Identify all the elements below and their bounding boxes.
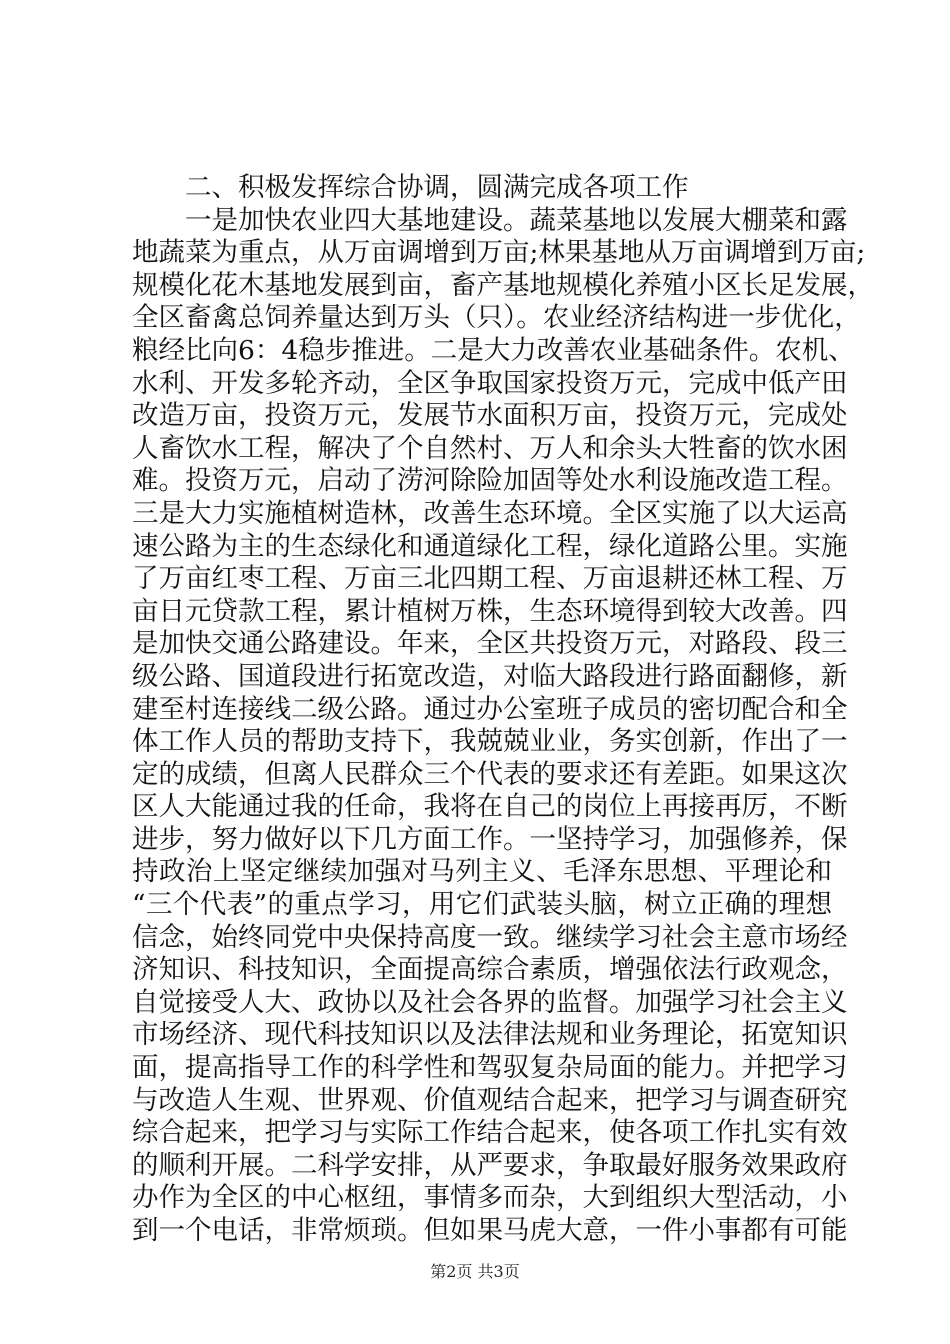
paragraph-line: 综合起来，把学习与实际工作结合起来，使各项工作扎实有效	[132, 1117, 848, 1149]
paragraph-line: 是加快交通公路建设。年来，全区共投资万元，对路段、段三	[132, 628, 848, 660]
paragraph-line: 定的成绩，但离人民群众三个代表的要求还有差距。如果这次	[132, 758, 848, 790]
paragraph-line: 到一个电话，非常烦琐。但如果马虎大意，一件小事都有可能	[132, 1215, 848, 1246]
paragraph-line: 人畜饮水工程，解决了个自然村、万人和余头大牲畜的饮水困	[132, 432, 848, 464]
paragraph-line: 建至村连接线二级公路。通过办公室班子成员的密切配合和全	[132, 693, 848, 725]
paragraph-line: 自觉接受人大、政协以及社会各界的监督。加强学习社会主义	[132, 986, 848, 1018]
paragraph-line: 水利、开发多轮齐动，全区争取国家投资万元，完成中低产田	[132, 367, 848, 399]
paragraph-line: 级公路、国道段进行拓宽改造，对临大路段进行路面翻修，新	[132, 660, 848, 692]
paragraph-line: 市场经济、现代科技知识以及法律法规和业务理论，拓宽知识	[132, 1019, 848, 1051]
paragraph-line: 全区畜禽总饲养量达到万头（只）。农业经济结构进一步优化，	[132, 302, 861, 334]
paragraph-line: “三个代表”的重点学习，用它们武装头脑，树立正确的理想	[132, 889, 832, 921]
paragraph-line: 一是加快农业四大基地建设。蔬菜基地以发展大棚菜和露	[185, 204, 848, 236]
paragraph-line: 亩日元贷款工程，累计植树万株，生态环境得到较大改善。四	[132, 595, 848, 627]
paragraph-line: 难。投资万元，启动了涝河除险加固等处水利设施改造工程。	[132, 465, 848, 497]
section-heading: 二、积极发挥综合协调，圆满完成各项工作	[185, 172, 689, 203]
page-number-footer: 第2页 共3页	[430, 1262, 520, 1281]
paragraph-line: 办作为全区的中心枢纽，事情多而杂，大到组织大型活动，小	[132, 1182, 848, 1214]
paragraph-line: 持政治上坚定继续加强对马列主义、毛泽东思想、平理论和	[132, 856, 832, 888]
paragraph-line: 改造万亩，投资万元，发展节水面积万亩，投资万元，完成处	[132, 400, 848, 432]
paragraph-line: 规模化花木基地发展到亩，畜产基地规模化养殖小区长足发展，	[132, 269, 874, 301]
paragraph-line: 与改造人生观、世界观、价值观结合起来，把学习与调查研究	[132, 1084, 848, 1116]
paragraph-line: 面，提高指导工作的科学性和驾驭复杂局面的能力。并把学习	[132, 1052, 848, 1084]
paragraph-line: 区人大能通过我的任命，我将在自己的岗位上再接再厉，不断	[132, 791, 848, 823]
paragraph-line: 粮经比向6：4稳步推进。二是大力改善农业基础条件。农机、	[132, 334, 855, 366]
paragraph-line: 三是大力实施植树造林，改善生态环境。全区实施了以大运高	[132, 497, 848, 529]
paragraph-line: 的顺利开展。二科学安排，从严要求，争取最好服务效果政府	[132, 1149, 848, 1181]
paragraph-line: 体工作人员的帮助支持下，我兢兢业业，务实创新，作出了一	[132, 726, 848, 758]
paragraph-line: 信念，始终同党中央保持高度一致。继续学习社会主意市场经	[132, 921, 848, 953]
paragraph-line: 地蔬菜为重点，从万亩调增到万亩;林果基地从万亩调增到万亩;	[132, 237, 866, 269]
paragraph-line: 济知识、科技知识，全面提高综合素质，增强依法行政观念，	[132, 954, 848, 986]
paragraph-line: 进步，努力做好以下几方面工作。一坚持学习，加强修养，保	[132, 823, 848, 855]
paragraph-line: 了万亩红枣工程、万亩三北四期工程、万亩退耕还林工程、万	[132, 563, 848, 595]
document-body	[132, 172, 874, 1248]
paragraph-line: 速公路为主的生态绿化和通道绿化工程，绿化道路公里。实施	[132, 530, 848, 562]
